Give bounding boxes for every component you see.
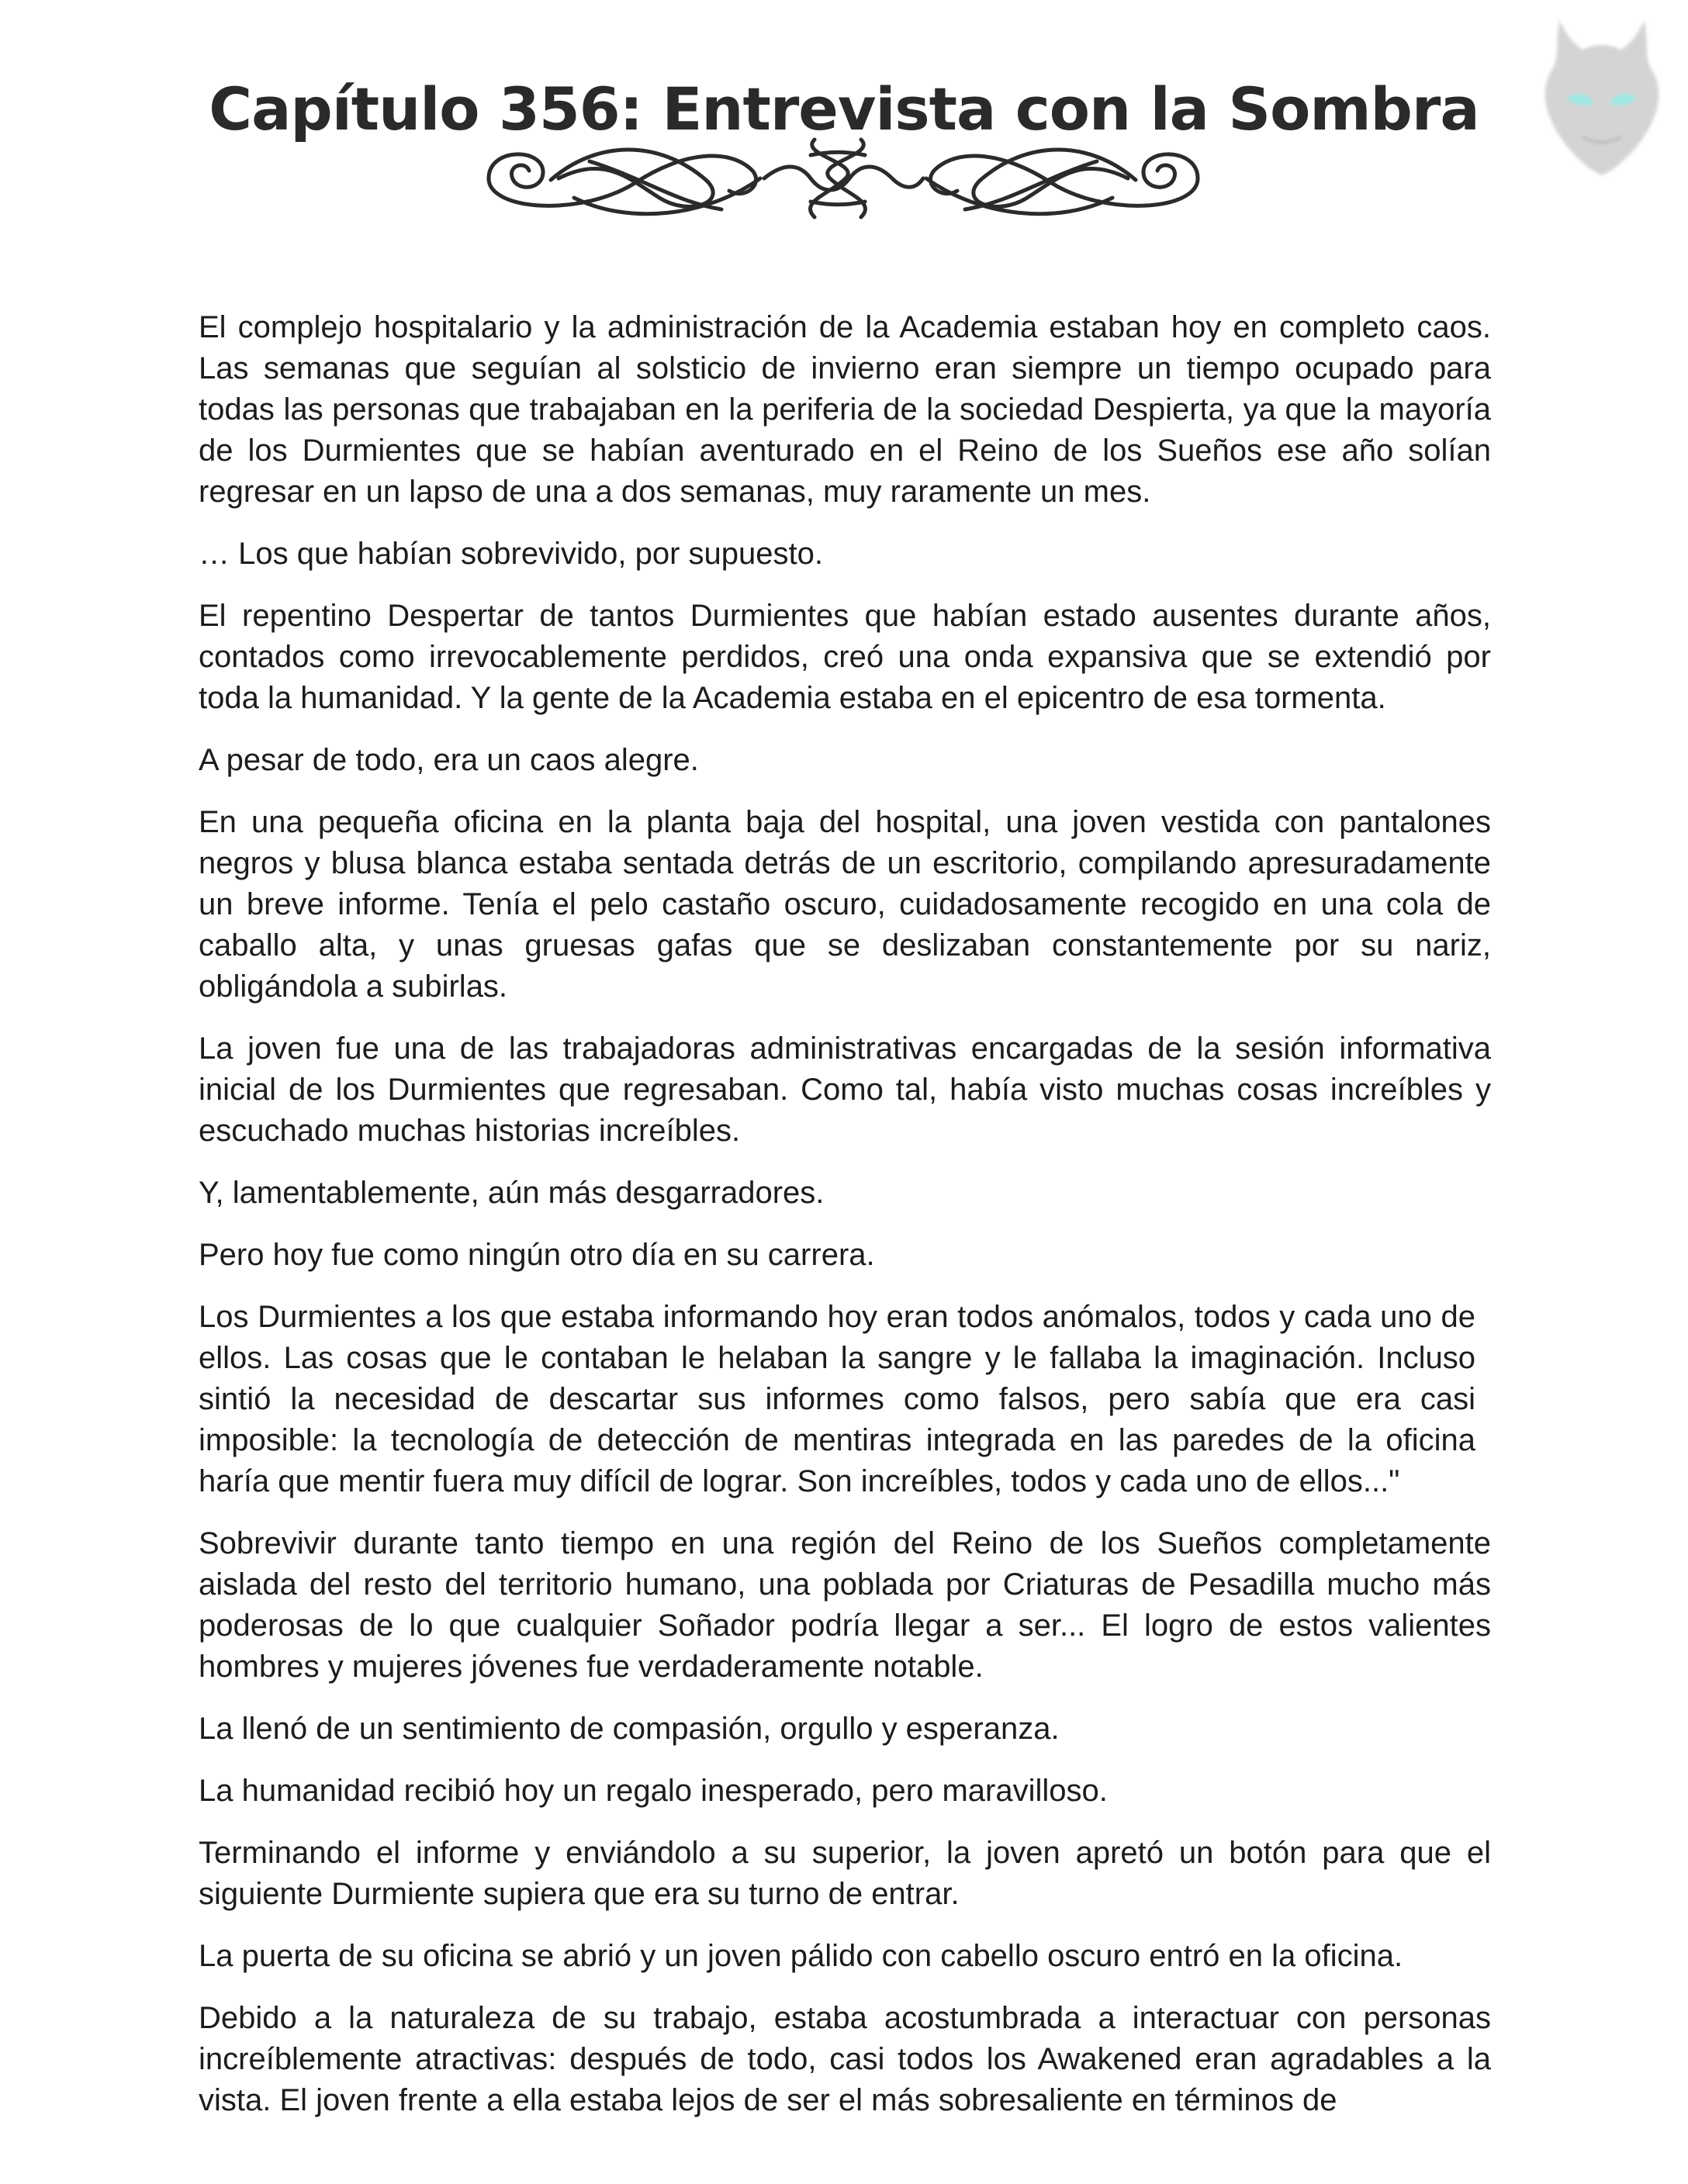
paragraph: Terminando el informe y enviándolo a su superior, la joven apretó un botón para que el siguiente Durmiente supiera que era su turno de entrar. (199, 1836, 1491, 1911)
paragraph: La llenó de un sentimiento de compasión, orgullo y esperanza. (199, 1712, 1060, 1746)
paragraph: Los Durmientes a los que estaba informando hoy eran todos anómalos, todos y cada uno de ellos. Las cosas que le contaban le helaban la sangre y le fallaba la imaginación. Incluso sintió la necesidad de descartar sus informes como falsos, pero sabía que era casi imposible: la tecnología de detección de mentiras integrada en las paredes de la oficina haría que mentir fuera muy difícil de lograr. Son increíbles, todos y cada uno de ellos..." (199, 1300, 1475, 1498)
paragraph: La humanidad recibió hoy un regalo inesperado, pero maravilloso. (199, 1774, 1108, 1808)
paragraph: El repentino Despertar de tantos Durmientes que habían estado ausentes durante años, contados como irrevocablemente perdidos, creó una onda expansiva que se extendió por toda la humanidad. Y la gente de la Academia estaba en el epicentro de esa tormenta. (199, 599, 1491, 715)
paragraph: En una pequeña oficina en la planta baja del hospital, una joven vestida con pantalones negros y blusa blanca estaba sentada detrás de un escritorio, compilando apresuradamente un breve informe. Tenía el pelo castaño oscuro, cuidadosamente recogido en una cola de caballo alta, y unas gruesas gafas que se deslizaban constantemente por su nariz, obligándola a subirlas. (199, 805, 1491, 1004)
demon-head-watermark-icon (1536, 12, 1668, 183)
decorative-flourish-divider-icon (458, 124, 1229, 233)
paragraph: … Los que habían sobrevivido, por supuesto. (199, 537, 823, 571)
paragraph: Pero hoy fue como ningún otro día en su carrera. (199, 1238, 875, 1272)
paragraph: La joven fue una de las trabajadoras administrativas encargadas de la sesión informativa inicial de los Durmientes que regresaban. Como tal, había visto muchas cosas increíbles y escuchado muchas historias increíbles. (199, 1032, 1491, 1148)
paragraph: Sobrevivir durante tanto tiempo en una región del Reino de los Sueños completamente aislada del resto del territorio humano, una poblada por Criaturas de Pesadilla mucho más poderosas de lo que cualquier Soñador podría llegar a ser... El logro de estos valientes hombres y mujeres jóvenes fue verdaderamente notable. (199, 1526, 1491, 1684)
paragraph: La puerta de su oficina se abrió y un joven pálido con cabello oscuro entró en la oficina. (199, 1939, 1403, 1973)
paragraph: El complejo hospitalario y la administración de la Academia estaban hoy en completo caos. Las semanas que seguían al solsticio de invierno eran siempre un tiempo ocupado para todas las personas que trabajaban en la periferia de la sociedad Despierta, ya que la mayoría de los Durmientes que se habían aventurado en el Reino de los Sueños ese año solían regresar en un lapso de una a dos semanas, muy raramente un mes. (199, 310, 1491, 509)
chapter-body (199, 307, 1491, 2142)
paragraph: Y, lamentablemente, aún más desgarradores. (199, 1176, 825, 1210)
paragraph: A pesar de todo, era un caos alegre. (199, 743, 699, 777)
page-title: Capítulo 356: Entrevista con la Sombra (209, 74, 1479, 143)
paragraph: Debido a la naturaleza de su trabajo, estaba acostumbrada a interactuar con personas increíblemente atractivas: después de todo, casi todos los Awakened eran agradables a la vista. El joven frente a ella estaba lejos de ser el más sobresaliente en términos de (199, 2001, 1491, 2117)
